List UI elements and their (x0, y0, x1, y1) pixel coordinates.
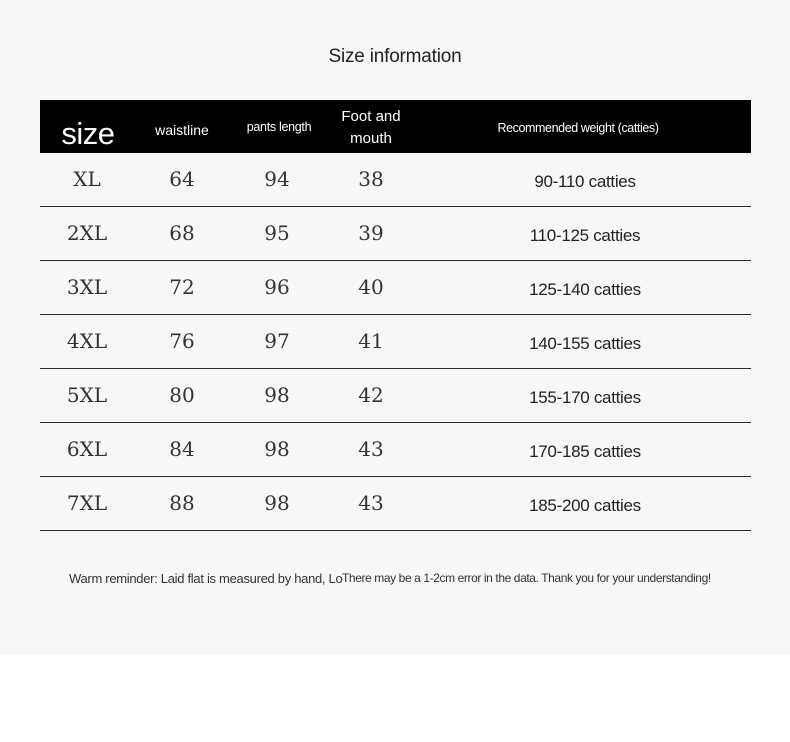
cell-foot-and-mouth: 39 (358, 220, 384, 245)
cell-waistline: 64 (169, 166, 195, 191)
cell-size: 6XL (66, 436, 108, 461)
cell-size: 4XL (66, 328, 108, 353)
cell-size: 3XL (66, 274, 108, 299)
cell-foot-and-mouth: 43 (358, 436, 384, 461)
cell-foot-and-mouth: 43 (358, 490, 384, 515)
cell-pants-length: 97 (264, 328, 290, 353)
cell-pants-length: 98 (264, 436, 290, 461)
table-row (40, 423, 751, 477)
cell-weight: 155-170 catties (529, 387, 641, 407)
cell-weight: 110-125 catties (529, 225, 641, 245)
cell-size: 7XL (66, 490, 108, 515)
cell-waistline: 68 (169, 220, 195, 245)
header-recommended-weight: Recommended weight (catties) (497, 120, 659, 135)
cell-size: 2XL (66, 220, 108, 245)
cell-pants-length: 98 (264, 490, 290, 515)
table-row (40, 261, 751, 315)
page-title: Size information (328, 46, 462, 67)
cell-pants-length: 98 (264, 382, 290, 407)
cell-waistline: 84 (169, 436, 195, 461)
cell-waistline: 72 (169, 274, 195, 299)
cell-waistline: 80 (169, 382, 195, 407)
warm-reminder-text: Warm reminder: Laid flat is measured by hand, Lo (69, 571, 343, 586)
cell-foot-and-mouth: 40 (358, 274, 384, 299)
header-foot-and-mouth: Foot and mouth (341, 107, 401, 147)
table-row (40, 315, 751, 369)
cell-pants-length: 96 (264, 274, 290, 299)
cell-pants-length: 95 (264, 220, 290, 245)
cell-foot-and-mouth: 41 (358, 328, 384, 353)
cell-weight: 185-200 catties (529, 495, 641, 515)
cell-weight: 170-185 catties (529, 441, 641, 461)
header-pants-length: pants length (246, 119, 312, 134)
table-row (40, 477, 751, 531)
cell-pants-length: 94 (264, 166, 290, 191)
cell-weight: 125-140 catties (529, 279, 641, 299)
cell-weight: 140-155 catties (529, 333, 641, 353)
size-table (40, 100, 751, 531)
cell-foot-and-mouth: 38 (358, 166, 384, 191)
cell-foot-and-mouth: 42 (358, 382, 384, 407)
table-row (40, 207, 751, 261)
header-waistline: waistline (155, 121, 209, 138)
table-row (40, 153, 751, 207)
header-size: size (61, 115, 115, 151)
cell-size: XL (73, 166, 101, 191)
cell-waistline: 76 (169, 328, 195, 353)
cell-size: 5XL (66, 382, 108, 407)
table-row (40, 369, 751, 423)
measurement-error-note: There may be a 1-2cm error in the data. Thank you for your understanding! (342, 571, 711, 585)
cell-weight: 90-110 catties (534, 171, 636, 191)
table-header (40, 100, 751, 153)
cell-waistline: 88 (169, 490, 195, 515)
